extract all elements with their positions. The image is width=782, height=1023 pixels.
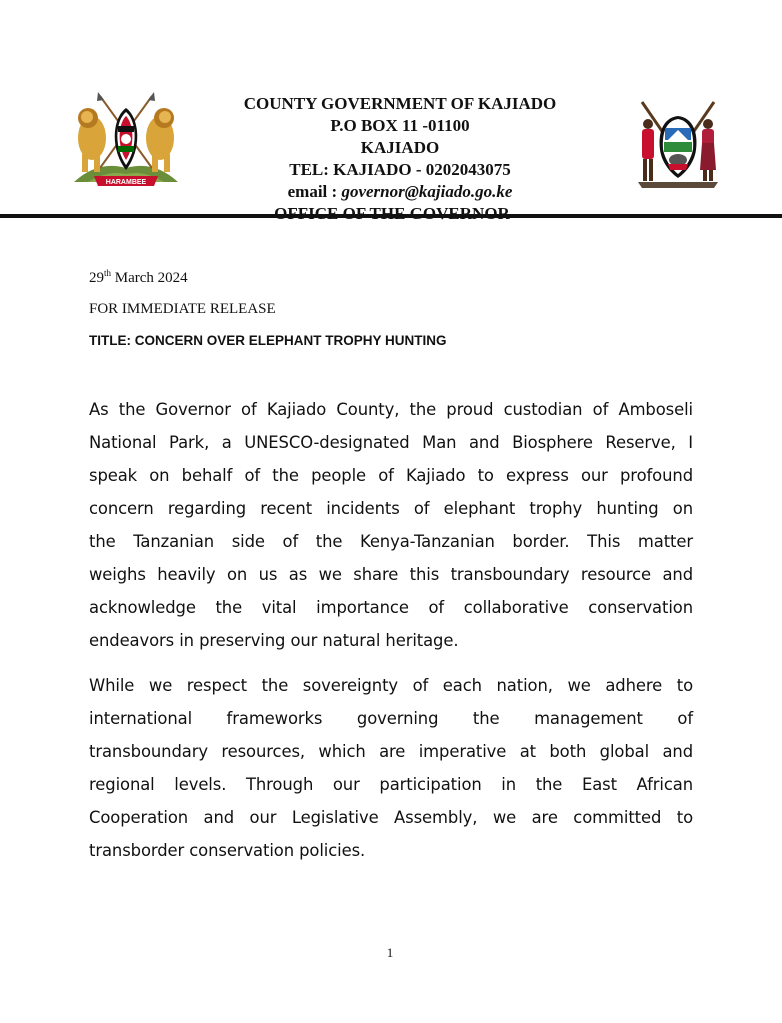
harambee-motto: HARAMBEE	[105, 179, 147, 186]
kenya-coat-of-arms-icon	[68, 90, 184, 192]
date-suffix: th	[104, 268, 112, 278]
paragraph-line: weighs heavily on us as we share this transboundary resource and	[89, 565, 693, 584]
paragraph-line: international frameworks governing the management of	[89, 709, 693, 728]
paragraph-2	[89, 669, 693, 867]
letterhead-divider	[0, 214, 782, 218]
date-day: 29	[89, 270, 104, 286]
email-line	[180, 181, 620, 203]
paragraph-line: National Park, a UNESCO-designated Man and Biosphere Reserve, I	[89, 433, 693, 452]
paragraph-line: While we respect the sovereignty of each nation, we adhere to	[89, 676, 693, 695]
county-name: COUNTY GOVERNMENT OF KAJIADO	[243, 94, 557, 113]
paragraph-line: the Tanzanian side of the Kenya-Tanzanian border. This matter	[89, 532, 693, 551]
email-address[interactable]: governor@kajiado.go.ke	[341, 182, 513, 201]
paragraph-1	[89, 393, 693, 657]
paragraph-line: acknowledge the vital importance of collaborative conservation	[89, 598, 693, 617]
date-rest: March 2024	[111, 270, 188, 286]
town: KAJIADO	[360, 138, 440, 157]
paragraph-line: Cooperation and our Legislative Assembly, we are committed to	[89, 808, 693, 827]
po-box: P.O BOX 11 -01100	[330, 116, 470, 135]
paragraph-line: transborder conservation policies.	[89, 841, 366, 860]
release-notice: FOR IMMEDIATE RELEASE	[89, 301, 276, 317]
kajiado-county-emblem-icon	[628, 98, 728, 190]
page-number: 1	[386, 945, 394, 960]
document-title: TITLE: CONCERN OVER ELEPHANT TROPHY HUNTING	[89, 333, 447, 348]
paragraph-line: transboundary resources, which are imperative at both global and	[89, 742, 693, 761]
paragraph-line: endeavors in preserving our natural heritage.	[89, 631, 459, 650]
telephone: TEL: KAJIADO - 0202043075	[289, 160, 511, 179]
paragraph-line: As the Governor of Kajiado County, the proud custodian of Amboseli	[89, 400, 693, 419]
letterhead	[180, 93, 620, 225]
email-label: email :	[287, 182, 342, 201]
release-date	[89, 270, 188, 287]
paragraph-line: concern regarding recent incidents of elephant trophy hunting on	[89, 499, 693, 518]
paragraph-line: regional levels. Through our participation in the East African	[89, 775, 693, 794]
paragraph-line: speak on behalf of the people of Kajiado to express our profound	[89, 466, 693, 485]
